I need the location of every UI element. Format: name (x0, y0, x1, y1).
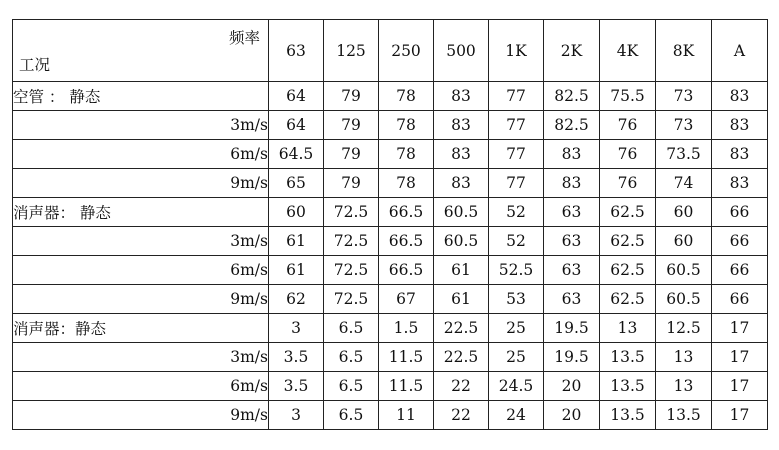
value-cell: 79 (324, 82, 379, 111)
value-cell: 63 (544, 285, 600, 314)
value-cell: 64 (269, 82, 324, 111)
value-cell: 79 (324, 111, 379, 140)
value-cell: 77 (489, 169, 544, 198)
value-cell: 20 (544, 372, 600, 401)
table-row (13, 169, 768, 198)
table-row (13, 198, 768, 227)
value-cell: 60.5 (656, 285, 712, 314)
value-cell: 64 (269, 111, 324, 140)
value-cell: 13.5 (656, 401, 712, 430)
value-cell: 17 (712, 401, 768, 430)
value-cell: 61 (434, 256, 489, 285)
value-cell: 19.5 (544, 314, 600, 343)
value-cell: 83 (712, 111, 768, 140)
air-speed: 3m/s (230, 116, 268, 134)
table-row (13, 343, 768, 372)
value-cell: 67 (379, 285, 434, 314)
value-cell: 83 (712, 82, 768, 111)
value-cell: 83 (434, 82, 489, 111)
air-speed: 9m/s (230, 290, 268, 308)
value-cell: 25 (489, 343, 544, 372)
value-cell: 66.5 (379, 198, 434, 227)
column-header: 1K (489, 20, 544, 82)
column-header: A (712, 20, 768, 82)
air-speed: 3m/s (230, 348, 268, 366)
table-row (13, 111, 768, 140)
table-row (13, 401, 768, 430)
condition-cell (13, 111, 269, 140)
value-cell: 83 (544, 140, 600, 169)
table-row (13, 285, 768, 314)
header-row (13, 20, 768, 82)
value-cell: 72.5 (324, 285, 379, 314)
value-cell: 60 (656, 198, 712, 227)
value-cell: 11.5 (379, 343, 434, 372)
table-row (13, 82, 768, 111)
air-speed: 9m/s (230, 406, 268, 424)
value-cell: 73.5 (656, 140, 712, 169)
value-cell: 52 (489, 227, 544, 256)
value-cell: 22 (434, 372, 489, 401)
value-cell: 60.5 (434, 227, 489, 256)
condition-cell (13, 372, 269, 401)
value-cell: 11 (379, 401, 434, 430)
value-cell: 79 (324, 169, 379, 198)
air-speed: 6m/s (230, 145, 268, 163)
value-cell: 13.5 (600, 372, 656, 401)
value-cell: 66.5 (379, 227, 434, 256)
value-cell: 61 (434, 285, 489, 314)
condition-header-label: 工况 (19, 56, 51, 74)
column-header: 2K (544, 20, 600, 82)
air-speed: 3m/s (230, 232, 268, 250)
value-cell: 73 (656, 82, 712, 111)
value-cell: 82.5 (544, 111, 600, 140)
value-cell: 83 (434, 169, 489, 198)
condition-cell (13, 198, 269, 227)
value-cell: 83 (434, 111, 489, 140)
value-cell: 22 (434, 401, 489, 430)
condition-cell (13, 343, 269, 372)
value-cell: 19.5 (544, 343, 600, 372)
value-cell: 78 (379, 82, 434, 111)
column-header: 125 (324, 20, 379, 82)
table-row (13, 314, 768, 343)
value-cell: 65 (269, 169, 324, 198)
value-cell: 79 (324, 140, 379, 169)
column-header: 8K (656, 20, 712, 82)
condition-cell (13, 256, 269, 285)
air-speed: 6m/s (230, 261, 268, 279)
value-cell: 17 (712, 343, 768, 372)
value-cell: 63 (544, 256, 600, 285)
header-corner-cell (13, 20, 269, 82)
value-cell: 62 (269, 285, 324, 314)
table-row (13, 140, 768, 169)
value-cell: 82.5 (544, 82, 600, 111)
value-cell: 3.5 (269, 343, 324, 372)
value-cell: 66 (712, 198, 768, 227)
value-cell: 62.5 (600, 256, 656, 285)
value-cell: 17 (712, 314, 768, 343)
condition-cell (13, 169, 269, 198)
value-cell: 66 (712, 256, 768, 285)
column-header: 250 (379, 20, 434, 82)
value-cell: 17 (712, 372, 768, 401)
value-cell: 11.5 (379, 372, 434, 401)
value-cell: 60 (269, 198, 324, 227)
condition-name: 消声器： 静态 (13, 204, 111, 222)
value-cell: 72.5 (324, 227, 379, 256)
value-cell: 78 (379, 140, 434, 169)
value-cell: 13.5 (600, 343, 656, 372)
value-cell: 83 (712, 169, 768, 198)
value-cell: 3.5 (269, 372, 324, 401)
value-cell: 75.5 (600, 82, 656, 111)
air-speed: 6m/s (230, 377, 268, 395)
value-cell: 60.5 (434, 198, 489, 227)
value-cell: 78 (379, 169, 434, 198)
value-cell: 64.5 (269, 140, 324, 169)
table-row (13, 256, 768, 285)
value-cell: 76 (600, 140, 656, 169)
column-header: 63 (269, 20, 324, 82)
value-cell: 6.5 (324, 314, 379, 343)
value-cell: 25 (489, 314, 544, 343)
value-cell: 3 (269, 401, 324, 430)
value-cell: 62.5 (600, 227, 656, 256)
value-cell: 52 (489, 198, 544, 227)
condition-name: 消声器：静态 (13, 320, 107, 338)
table-body (13, 82, 768, 430)
value-cell: 22.5 (434, 314, 489, 343)
value-cell: 24 (489, 401, 544, 430)
value-cell: 24.5 (489, 372, 544, 401)
condition-cell (13, 140, 269, 169)
column-header: 500 (434, 20, 489, 82)
value-cell: 13 (656, 343, 712, 372)
value-cell: 6.5 (324, 372, 379, 401)
frequency-header-label: 频率 (228, 29, 260, 47)
value-cell: 76 (600, 111, 656, 140)
value-cell: 74 (656, 169, 712, 198)
value-cell: 77 (489, 140, 544, 169)
value-cell: 1.5 (379, 314, 434, 343)
value-cell: 6.5 (324, 343, 379, 372)
value-cell: 20 (544, 401, 600, 430)
value-cell: 77 (489, 111, 544, 140)
value-cell: 72.5 (324, 198, 379, 227)
noise-data-table (12, 19, 768, 430)
value-cell: 66.5 (379, 256, 434, 285)
value-cell: 83 (712, 140, 768, 169)
value-cell: 12.5 (656, 314, 712, 343)
value-cell: 63 (544, 198, 600, 227)
condition-cell (13, 401, 269, 430)
value-cell: 60 (656, 227, 712, 256)
value-cell: 76 (600, 169, 656, 198)
value-cell: 63 (544, 227, 600, 256)
value-cell: 53 (489, 285, 544, 314)
value-cell: 66 (712, 227, 768, 256)
value-cell: 3 (269, 314, 324, 343)
value-cell: 52.5 (489, 256, 544, 285)
value-cell: 61 (269, 256, 324, 285)
value-cell: 62.5 (600, 285, 656, 314)
value-cell: 78 (379, 111, 434, 140)
condition-name: 空管 ： 静态 (13, 88, 101, 106)
value-cell: 73 (656, 111, 712, 140)
condition-cell (13, 314, 269, 343)
value-cell: 83 (434, 140, 489, 169)
value-cell: 62.5 (600, 198, 656, 227)
value-cell: 66 (712, 285, 768, 314)
condition-cell (13, 285, 269, 314)
condition-cell (13, 82, 269, 111)
value-cell: 77 (489, 82, 544, 111)
value-cell: 6.5 (324, 401, 379, 430)
table-row (13, 227, 768, 256)
value-cell: 83 (544, 169, 600, 198)
condition-cell (13, 227, 269, 256)
column-header: 4K (600, 20, 656, 82)
value-cell: 60.5 (656, 256, 712, 285)
value-cell: 13.5 (600, 401, 656, 430)
value-cell: 13 (600, 314, 656, 343)
value-cell: 72.5 (324, 256, 379, 285)
value-cell: 61 (269, 227, 324, 256)
air-speed: 9m/s (230, 174, 268, 192)
value-cell: 22.5 (434, 343, 489, 372)
table-row (13, 372, 768, 401)
value-cell: 13 (656, 372, 712, 401)
